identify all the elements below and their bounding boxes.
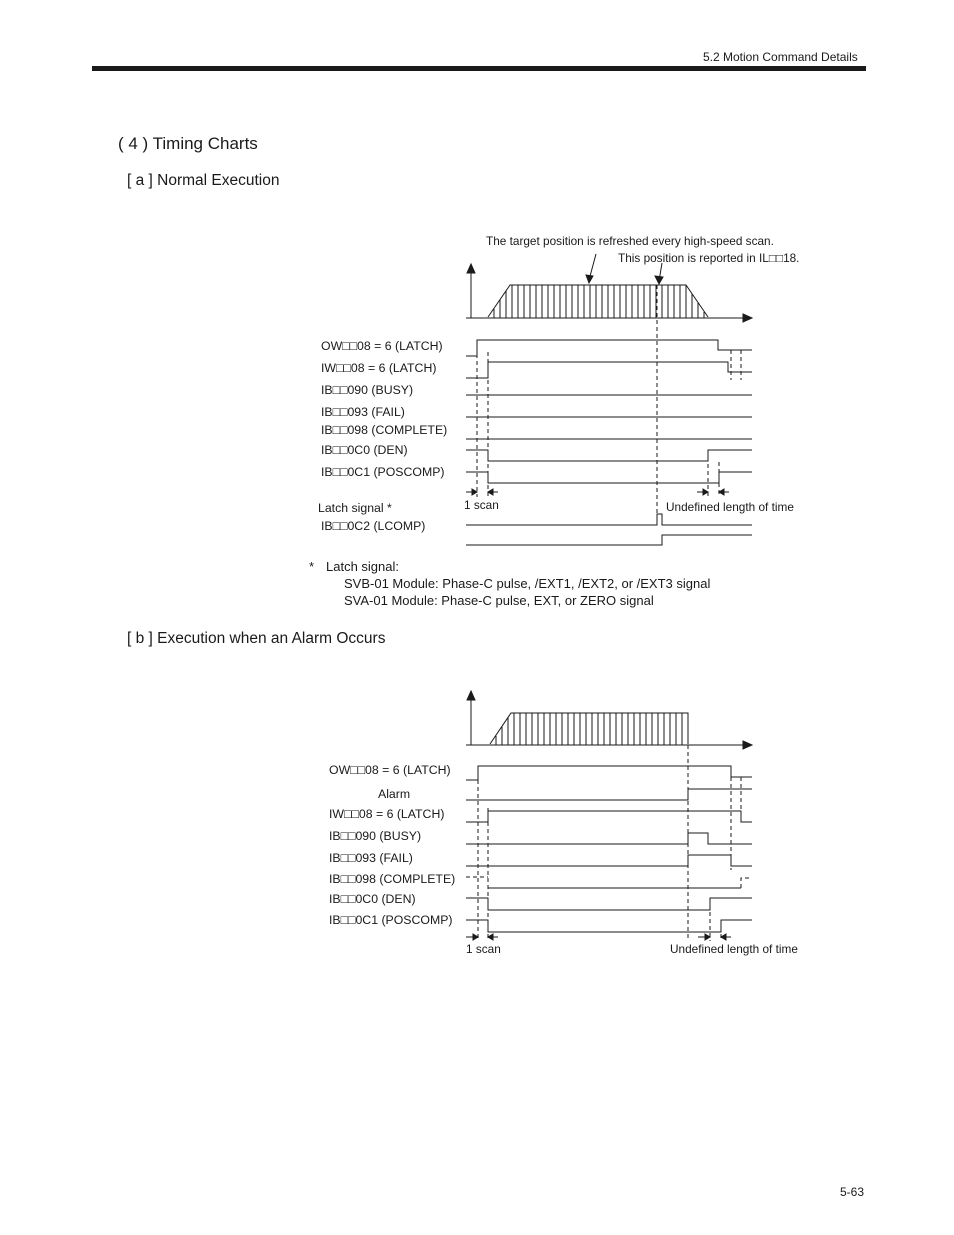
note-target-position: The target position is refreshed every high-speed scan. [486,234,774,248]
alarm-label: Alarm [378,787,411,801]
footnote-title: Latch signal: [326,559,399,574]
latch-signal-label: Latch signal * [318,501,392,515]
one-scan-label: 1 scan [464,498,499,512]
footnote-mark: * [309,559,315,574]
signal-label: IW□□08 = 6 (LATCH) [329,807,445,821]
running-header: 5.2 Motion Command Details [703,50,858,64]
timing-chart-alarm-execution [466,691,752,941]
signal-label: IB□□098 (COMPLETE) [329,872,456,886]
subsection-b-title: [ b ] Execution when an Alarm Occurs [127,630,386,647]
signal-label: IB□□098 (COMPLETE) [321,423,448,437]
section-title: ( 4 ) Timing Charts [118,134,258,153]
signal-label: IW□□08 = 6 (LATCH) [321,361,437,375]
signal-label: IB□□0C0 (DEN) [321,443,408,457]
lcomp-label: IB□□0C2 (LCOMP) [321,519,426,533]
subsection-a-title: [ a ] Normal Execution [127,172,280,189]
signal-label: IB□□0C1 (POSCOMP) [321,465,445,479]
note-reported-position: This position is reported in IL□□18. [618,251,800,265]
undefined-time-label: Undefined length of time [666,500,794,514]
signal-label: IB□□093 (FAIL) [329,851,413,865]
footnote-line: SVB-01 Module: Phase-C pulse, /EXT1, /EXT2, or /EXT3 signal [344,576,711,591]
undefined-time-label: Undefined length of time [670,942,798,956]
footnote-line: SVA-01 Module: Phase-C pulse, EXT, or ZERO signal [344,593,654,608]
signal-label: IB□□0C1 (POSCOMP) [329,913,453,927]
signal-label: IB□□090 (BUSY) [321,383,414,397]
one-scan-label: 1 scan [466,942,501,956]
signal-label: IB□□090 (BUSY) [329,829,422,843]
signal-label: IB□□093 (FAIL) [321,405,405,419]
signal-label: OW□□08 = 6 (LATCH) [329,763,451,777]
page-number: 5-63 [840,1185,865,1199]
timing-chart-normal-execution [466,254,752,545]
signal-label: IB□□0C0 (DEN) [329,892,416,906]
signal-label: OW□□08 = 6 (LATCH) [321,339,443,353]
